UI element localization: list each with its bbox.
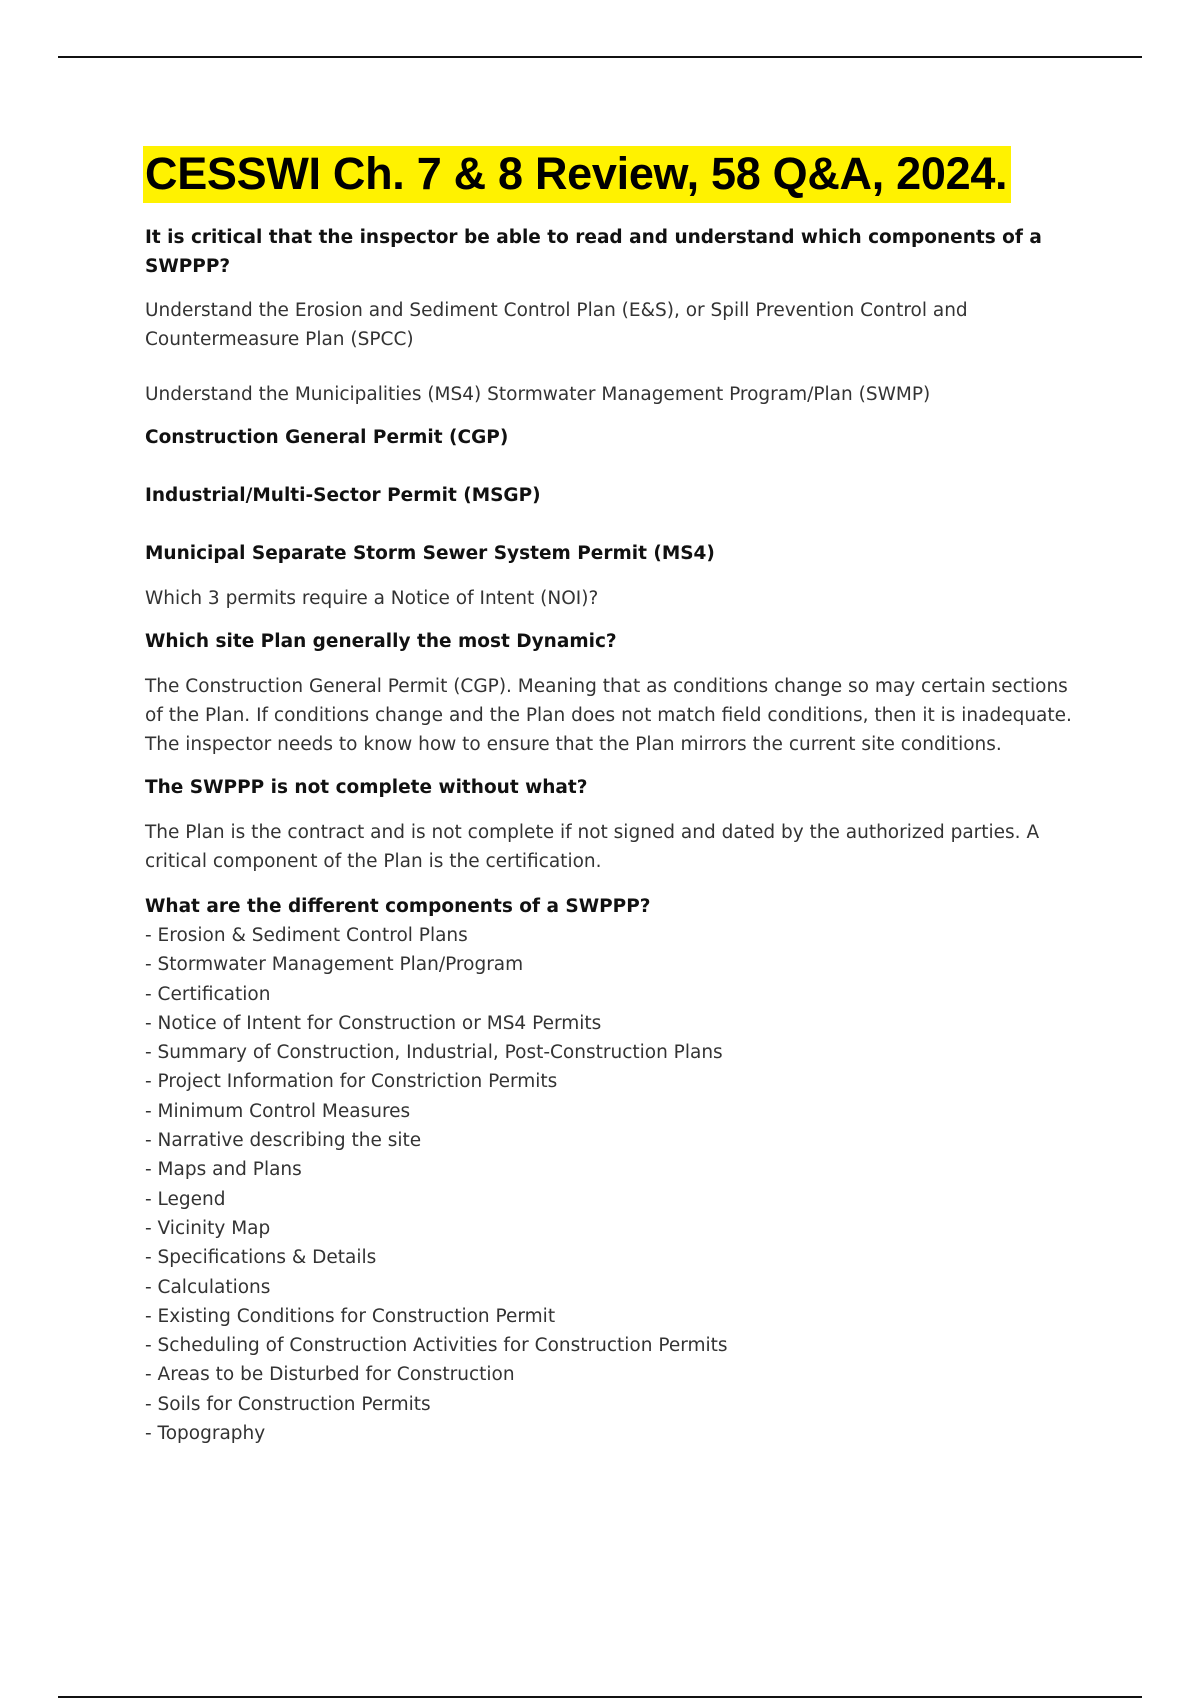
components-list (145, 921, 1085, 1448)
question-most-dynamic-plan: Which site Plan generally the most Dynamic? (145, 631, 617, 652)
list-item: - Legend (145, 1188, 226, 1210)
list-item: - Soils for Construction Permits (145, 1393, 431, 1415)
top-divider (58, 56, 1142, 58)
question-swppp-different-components: What are the different components of a SWPPP? (145, 896, 651, 917)
list-item: - Calculations (145, 1276, 271, 1298)
question-msgp: Industrial/Multi-Sector Permit (MSGP) (145, 485, 541, 506)
list-item: - Erosion & Sediment Control Plans (145, 925, 468, 946)
list-item: - Scheduling of Construction Activities for Construction Permits (145, 1335, 728, 1357)
list-item: - Existing Conditions for Construction Permit (145, 1305, 556, 1327)
list-item: - Vicinity Map (145, 1217, 271, 1239)
answer-swmp: Understand the Municipalities (MS4) Stormwater Management Program/Plan (SWMP) (145, 384, 931, 405)
question-swppp-complete: The SWPPP is not complete without what? (145, 777, 588, 798)
document-title: CESSWI Ch. 7 & 8 Review, 58 Q&A, 2024. (145, 148, 1008, 199)
document-body (145, 146, 1085, 1448)
answer-plan-contract: The Plan is the contract and is not complete if not signed and dated by the authorized parties. A critical component of the Plan is the certification. (145, 822, 1040, 872)
list-item: - Project Information for Constriction Permits (145, 1071, 558, 1093)
list-item: - Maps and Plans (145, 1159, 302, 1181)
question-swppp-components-to-read: It is critical that the inspector be able to read and understand which components of a SWPPP? (145, 227, 1042, 277)
list-item: - Notice of Intent for Construction or MS4 Permits (145, 1012, 602, 1034)
list-item: - Certification (145, 983, 271, 1005)
list-item: - Specifications & Details (145, 1247, 377, 1269)
answer-es-spcc-plans: Understand the Erosion and Sediment Control Plan (E&S), or Spill Prevention Control and Countermeasure Plan (SPCC) (145, 300, 968, 350)
list-item: - Minimum Control Measures (145, 1100, 411, 1122)
bottom-divider (58, 1696, 1142, 1698)
list-item: - Stormwater Management Plan/Program (145, 954, 524, 976)
list-item: - Topography (145, 1423, 266, 1445)
title-highlight (143, 146, 1011, 203)
list-item: - Areas to be Disturbed for Construction (145, 1364, 515, 1386)
answer-cgp-dynamic: The Construction General Permit (CGP). Meaning that as conditions change so may certain sections of the Plan. If conditions change and the Plan does not match field conditions, then it is inadequate. The inspector needs to know how to ensure that the Plan mirrors the current site conditions. (145, 676, 1072, 755)
list-item: - Narrative describing the site (145, 1130, 422, 1152)
list-item: - Summary of Construction, Industrial, Post-Construction Plans (145, 1042, 723, 1064)
question-ms4: Municipal Separate Storm Sewer System Permit (MS4) (145, 543, 715, 564)
question-cgp: Construction General Permit (CGP) (145, 427, 509, 448)
answer-noi-permits: Which 3 permits require a Notice of Intent (NOI)? (145, 588, 599, 609)
